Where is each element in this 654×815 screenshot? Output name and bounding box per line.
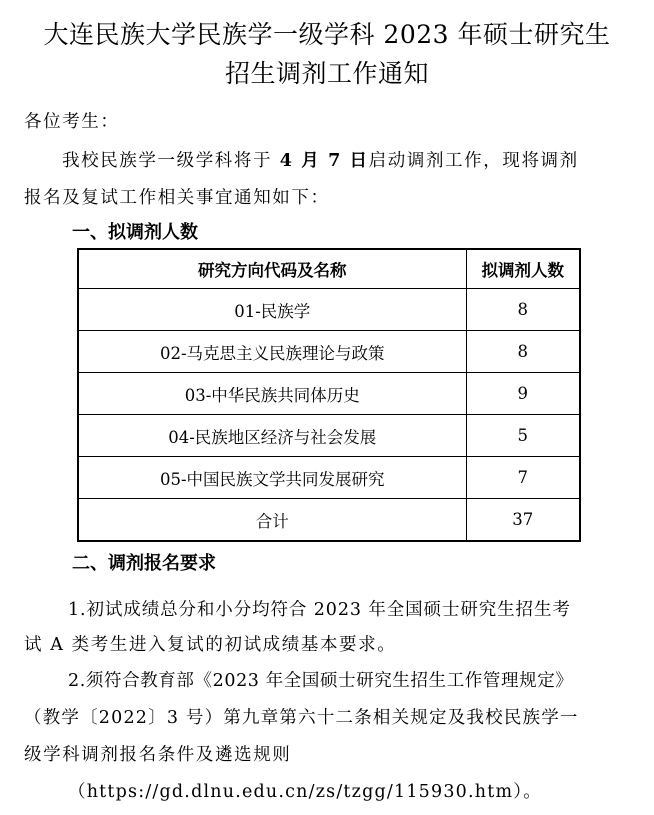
- intro-line-1: [62, 150, 579, 172]
- table-row: [78, 373, 580, 415]
- table-cell-count: 8: [466, 289, 580, 331]
- requirement-2-line-3: 级学科调剂报名条件及遴选规则: [24, 745, 292, 765]
- table-cell-count: 9: [466, 373, 580, 415]
- table-cell-count: 8: [466, 331, 580, 373]
- table-cell-direction: 02-马克思主义民族理论与政策: [78, 331, 466, 373]
- table-row: [78, 415, 580, 457]
- intro-line-2: 报名及复试工作相关事宜通知如下：: [24, 188, 330, 208]
- intro-date: 4 月 7 日: [272, 151, 369, 171]
- table-cell-direction: 01-民族学: [78, 289, 466, 331]
- intro-suffix: 启动调剂工作，现将调剂: [368, 151, 579, 171]
- table-header-row: [78, 249, 580, 289]
- table-cell-total-count: 37: [466, 499, 580, 542]
- table-cell-count: 5: [466, 415, 580, 457]
- page-title-line-2: 招生调剂工作通知: [224, 59, 429, 88]
- section-2-heading: 二、调剂报名要求: [72, 553, 216, 574]
- table-total-row: [78, 499, 580, 542]
- table-cell-direction: 03-中华民族共同体历史: [78, 373, 466, 415]
- table-row: [78, 331, 580, 373]
- quota-table: [77, 248, 581, 542]
- greeting: 各位考生：: [24, 112, 120, 132]
- requirement-1-line-2: 试 A 类考生进入复试的初试成绩基本要求。: [24, 635, 397, 655]
- table-cell-direction: 05-中国民族文学共同发展研究: [78, 457, 466, 499]
- table-row: [78, 289, 580, 331]
- page-title-line-1: 大连民族大学民族学一级学科 2023 年硕士研究生: [43, 20, 611, 49]
- requirement-2-url: （https://gd.dlnu.edu.cn/zs/tzgg/115930.htm）。: [68, 782, 542, 802]
- section-1-heading: 一、拟调剂人数: [72, 222, 198, 243]
- table-cell-count: 7: [466, 457, 580, 499]
- table-row: [78, 457, 580, 499]
- table-header-direction: 研究方向代码及名称: [78, 249, 466, 289]
- intro-prefix: 我校民族学一级学科将于: [62, 151, 273, 171]
- requirement-2-line-1: 2.须符合教育部《2023 年全国硕士研究生招生工作管理规定》: [68, 671, 574, 691]
- table-cell-total-label: 合计: [78, 499, 466, 542]
- table-header-count: 拟调剂人数: [466, 249, 580, 289]
- requirement-1-line-1: 1.初试成绩总分和小分均符合 2023 年全国硕士研究生招生考: [68, 600, 571, 620]
- table-cell-direction: 04-民族地区经济与社会发展: [78, 415, 466, 457]
- requirement-2-line-2: （教学〔2022〕3 号）第九章第六十二条相关规定及我校民族学一: [24, 708, 579, 728]
